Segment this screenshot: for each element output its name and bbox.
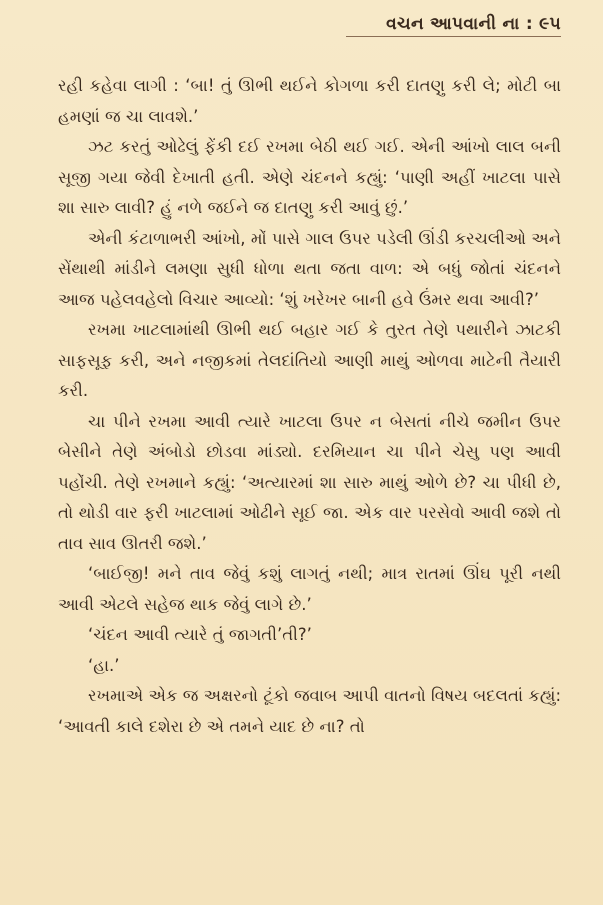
paragraph: રહી કહેવા લાગી : ‘બા! તું ઊભી થઈને કોગળા કરી દાતણુ કરી લે; મોટી બા હમણાં જ ચા લાવશે.’	[58, 76, 561, 126]
paragraph: ‘હા.’	[88, 655, 120, 675]
body-text	[58, 71, 561, 742]
running-header	[58, 10, 561, 38]
paragraph: ‘બાઈજી! મને તાવ જેવું કશું લાગતું નથી; માત્ર રાતમાં ઊંઘ પૂરી નથી આવી એટલે સહેજ થાક જેવું લાગે છે.’	[58, 564, 561, 614]
paragraph: રખમા ખાટલામાંથી ઊભી થઈ બહાર ગઈ કે તુરત તેણે પથારીને ઝાટકી સાફસૂફ કરી, અને નજીકમાં તેલદાંતિયો આણી માથું ઓળવા માટેની તૈયારી કરી.	[58, 320, 561, 400]
paragraph: ‘ચંદન આવી ત્યારે તું જાગતી’તી?’	[88, 625, 312, 644]
paragraph: રખમાએ એક જ અક્ષરનો ટૂંકો જવાબ આપી વાતનો વિષય બદલતાં કહ્યું: ‘આવતી કાલે દશેરા છે એ તમને યાદ છે ના? તો	[58, 686, 561, 736]
paragraph: ઝટ કરતું ઓઢેલું ફેંકી દઈ રખમા બેઠી થઈ ગઈ. એની આંખો લાલ બની સૂજી ગયા જેવી દેખાતી હતી. એણે ચંદનને કહ્યું: ‘પાણી અહીં ખાટલા પાસે શા સારુ લાવી? હું નળે જઈને જ દાતણુ કરી આવું છું.’	[58, 137, 561, 217]
header-title: વચન આપવાની ના : ૯૫	[386, 14, 561, 34]
paragraph: ચા પીને રખમા આવી ત્યારે ખાટલા ઉપર ન બેસતાં નીચે જમીન ઉપર બેસીને તેણે અંબોડો છોડવા માંડ્યો. દરમિયાન ચા પીને ચેસુ પણ આવી પહોંચી. તેણે રખમાને કહ્યું: ‘અત્યારમાં શા સારુ માથું ઓળે છે? ચા પીધી છે, તો થોડી વાર ફરી ખાટલામાં ઓઢીને સૂઈ જા. એક વાર પરસેવો આવી જશે તો તાવ સાવ ઊતરી જશે.’	[58, 411, 561, 553]
paragraph: એની કંટાળાભરી આંખો, મોં પાસે ગાલ ઉપર પડેલી ઊંડી કરચલીઓ અને સેંથાથી માંડીને લમણા સુધી ધોળા થતા જતા વાળ: એ બધું જોતાં ચંદનને આજ પહેલવહેલો વિચાર આવ્યો: ‘શું ખરેખર બાની હવે ઉંમર થવા આવી?’	[58, 228, 561, 309]
